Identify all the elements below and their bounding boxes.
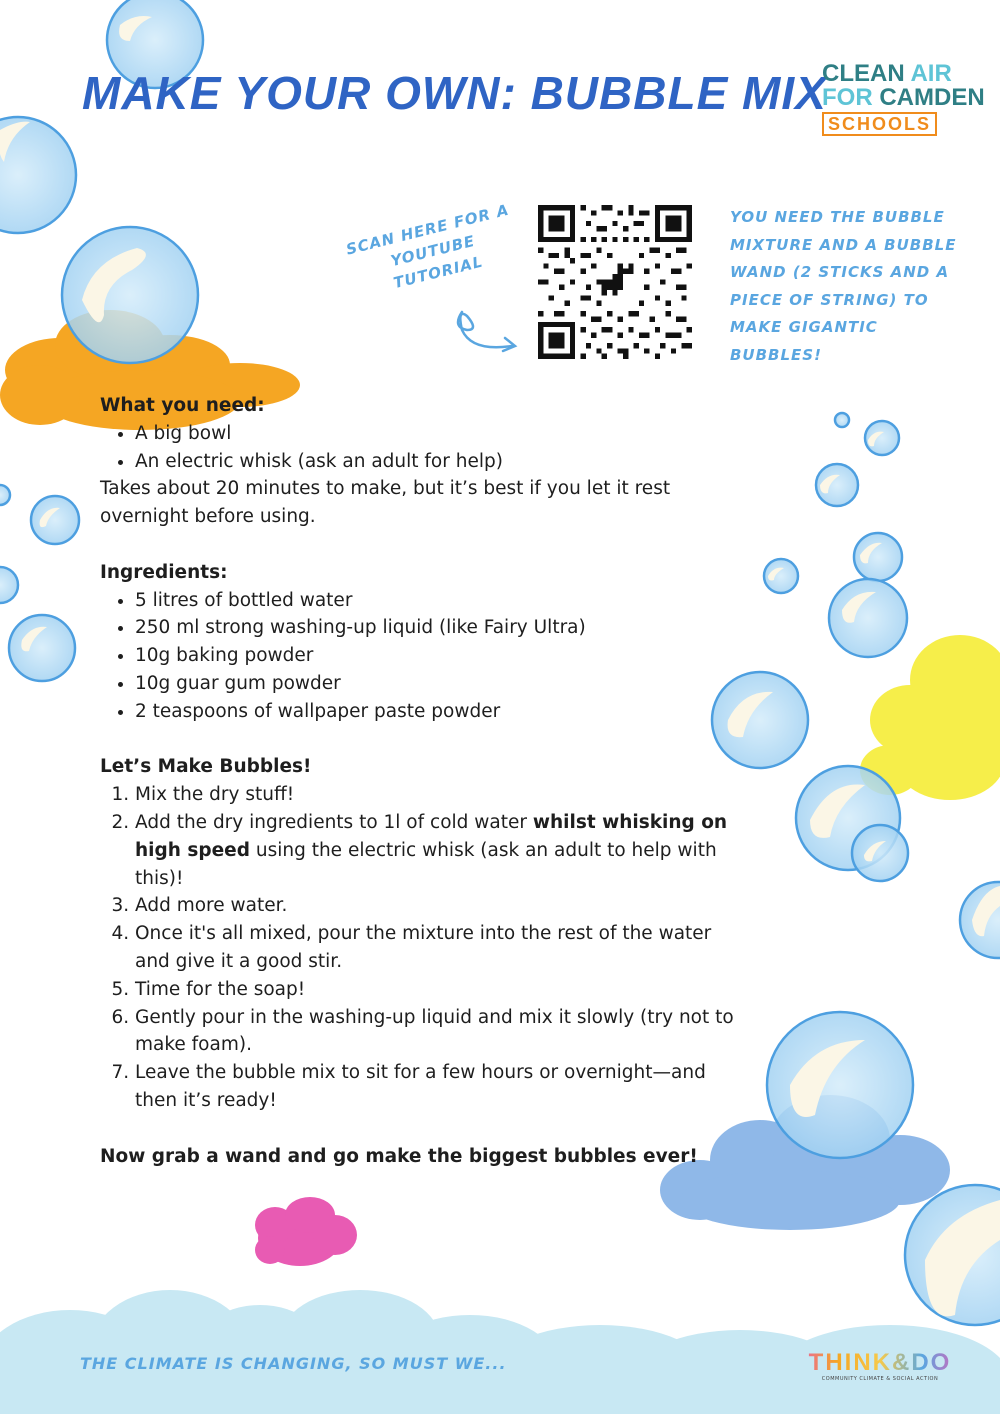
list-item: • 10g baking powder [135, 642, 740, 670]
dinosaur-icon [596, 263, 633, 295]
bubble-wand-note: YOU NEED THE BUBBLE MIXTURE AND A BUBBLE WAND (2 STICKS AND A PIECE OF STRING) TO MAKE GIGANTIC BUBBLES! [730, 208, 957, 364]
logo-air: AIR [910, 60, 952, 87]
time-note: Takes about 20 minutes to make, but it’s best if you let it rest overnight before using. [100, 478, 671, 528]
step-item: 5. Time for the soap! [135, 976, 740, 1004]
list-item: • 2 teaspoons of wallpaper paste powder [135, 698, 740, 726]
scan-note: SCAN HERE FOR A YOUTUBE TUTORIAL [344, 200, 512, 293]
step-item: 4. Once it's all mixed, pour the mixture into the rest of the water and give it a good stir. [135, 920, 740, 976]
step-item: 3. Add more water. [135, 892, 740, 920]
list-item: • 5 litres of bottled water [135, 587, 740, 615]
list-item: • 10g guar gum powder [135, 670, 740, 698]
footer-slogan: THE CLIMATE IS CHANGING, SO MUST WE... [80, 1354, 507, 1373]
clean-air-camden-logo [822, 60, 985, 136]
think-and-do-wordmark: THINK&DO [795, 1350, 965, 1376]
step2-text-start: Add the dry ingredients to 1l of cold water [135, 811, 533, 833]
step-item: 7. Leave the bubble mix to sit for a few hours or overnight—and then it’s ready! [135, 1059, 740, 1115]
step-item [135, 809, 740, 892]
logo-camden: CAMDEN [879, 84, 985, 111]
logo-schools: SCHOOLS [822, 112, 937, 136]
step-item: 1. Mix the dry stuff! [135, 781, 740, 809]
logo-clean: CLEAN [822, 60, 905, 87]
step2-emphasis: whilst whisking on high speed [135, 811, 728, 861]
recipe-content [100, 392, 740, 1170]
steps-list [100, 781, 740, 1115]
list-item: • 250 ml strong washing-up liquid (like Fairy Ultra) [135, 614, 740, 642]
logo-for: FOR [822, 84, 873, 111]
youtube-qr-code[interactable] [538, 205, 692, 359]
ingredients-heading: Ingredients: [100, 561, 228, 583]
arrow-to-qr [458, 312, 515, 351]
closing-line: Now grab a wand and go make the biggest bubbles ever! [100, 1145, 698, 1167]
steps-heading: Let’s Make Bubbles! [100, 756, 312, 778]
think-and-do-tagline: COMMUNITY CLIMATE & SOCIAL ACTION [821, 1376, 939, 1382]
what-you-need-heading: What you need: [100, 395, 265, 416]
list-item: • An electric whisk (ask an adult for help) [135, 448, 740, 476]
yellow-cloud [860, 635, 1000, 800]
think-and-do-logo [795, 1350, 965, 1382]
step-item: 6. Gently pour in the washing-up liquid and mix it slowly (try not to make foam). [135, 1004, 740, 1060]
equipment-list [100, 420, 740, 476]
step2-text-end: using the electric whisk (ask an adult to help with this)! [135, 839, 717, 889]
page-title: MAKE YOUR OWN: BUBBLE MIX [82, 67, 827, 119]
list-item: • A big bowl [135, 420, 740, 448]
pink-cloud [255, 1197, 357, 1266]
ingredients-list [100, 587, 740, 726]
